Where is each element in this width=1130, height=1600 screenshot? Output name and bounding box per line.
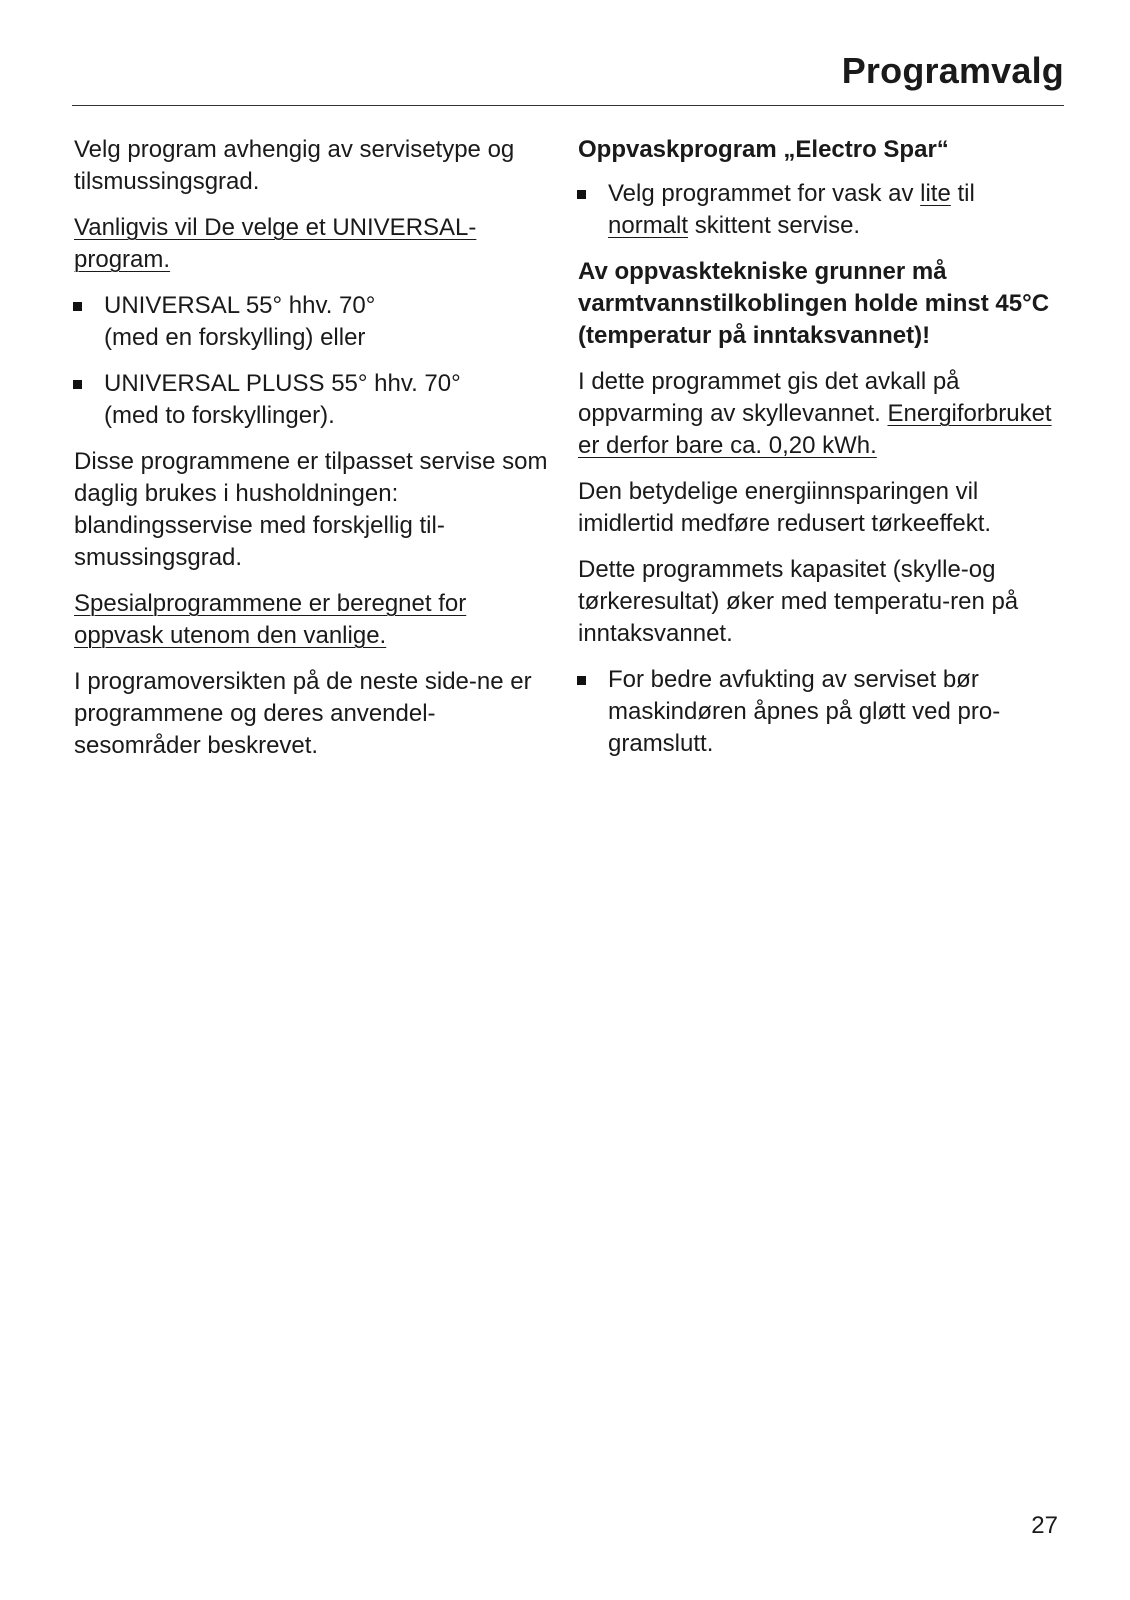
bullet-text: For bedre avfukting av serviset bør maskindøren åpnes på gløtt ved pro-gramslutt. — [608, 666, 1001, 757]
left-column — [74, 134, 554, 776]
universal-note: Vanligvis vil De velge et UNIVERSAL-program. — [74, 214, 477, 273]
bullet-line: (med en forskylling) eller — [104, 324, 366, 351]
bullet-text-prefix: Velg programmet for vask av — [608, 180, 921, 207]
section-heading: Oppvaskprogram „Electro Spar“ — [578, 136, 949, 163]
bullet-square-icon — [73, 302, 82, 311]
bullet-universal — [74, 290, 554, 354]
underlined-word-lite: lite — [920, 180, 951, 207]
bullet-universal-pluss — [74, 368, 554, 432]
underlined-word-normalt: normalt — [608, 212, 689, 239]
header-rule — [72, 105, 1064, 106]
bullet-door-tip — [578, 664, 1058, 760]
intro-paragraph: Velg program avhengig av servisetype og tilsmussingsgrad. — [74, 136, 515, 195]
bullet-electro-spar — [578, 178, 1058, 242]
warning-paragraph: Av oppvasktekniske grunner må varmtvannstilkoblingen holde minst 45°C (temperatur på inntaksvannet)! — [578, 258, 1050, 349]
special-programs-note: Spesialprogrammene er beregnet for oppvask utenom den vanlige. — [74, 590, 467, 649]
bullet-square-icon — [73, 380, 82, 389]
bullet-line: UNIVERSAL PLUSS 55° hhv. 70° — [104, 370, 461, 397]
page-title: Programvalg — [841, 50, 1064, 91]
bullet-text-mid: til — [950, 180, 975, 207]
bullet-text-suffix: skittent servise. — [688, 212, 861, 239]
bullet-line: (med to forskyllinger). — [104, 402, 335, 429]
bullet-line: UNIVERSAL 55° hhv. 70° — [104, 292, 376, 319]
energy-paragraph — [578, 366, 1058, 462]
page-number: 27 — [1031, 1512, 1058, 1539]
programs-paragraph: Disse programmene er tilpasset servise som daglig brukes i husholdningen: blandingsservise med forskjellig til-smussingsgrad. — [74, 448, 548, 571]
right-column — [578, 134, 1058, 774]
bullet-square-icon — [577, 676, 586, 685]
energy-text: I dette programmet gis det avkall på oppvarming av skyllevannet. — [578, 368, 960, 427]
energy-consumption-note: Energiforbruket er derfor bare ca. 0,20 kWh. — [578, 400, 1052, 459]
overview-paragraph: I programoversikten på de neste side-ne er programmene og deres anvendel-sesområder beskrevet. — [74, 668, 532, 759]
bullet-square-icon — [577, 190, 586, 199]
drying-paragraph: Den betydelige energiinnsparingen vil imidlertid medføre redusert tørkeeffekt. — [578, 478, 992, 537]
capacity-paragraph: Dette programmets kapasitet (skylle-og tørkeresultat) øker med temperatu-ren på inntaksvannet. — [578, 556, 1019, 647]
